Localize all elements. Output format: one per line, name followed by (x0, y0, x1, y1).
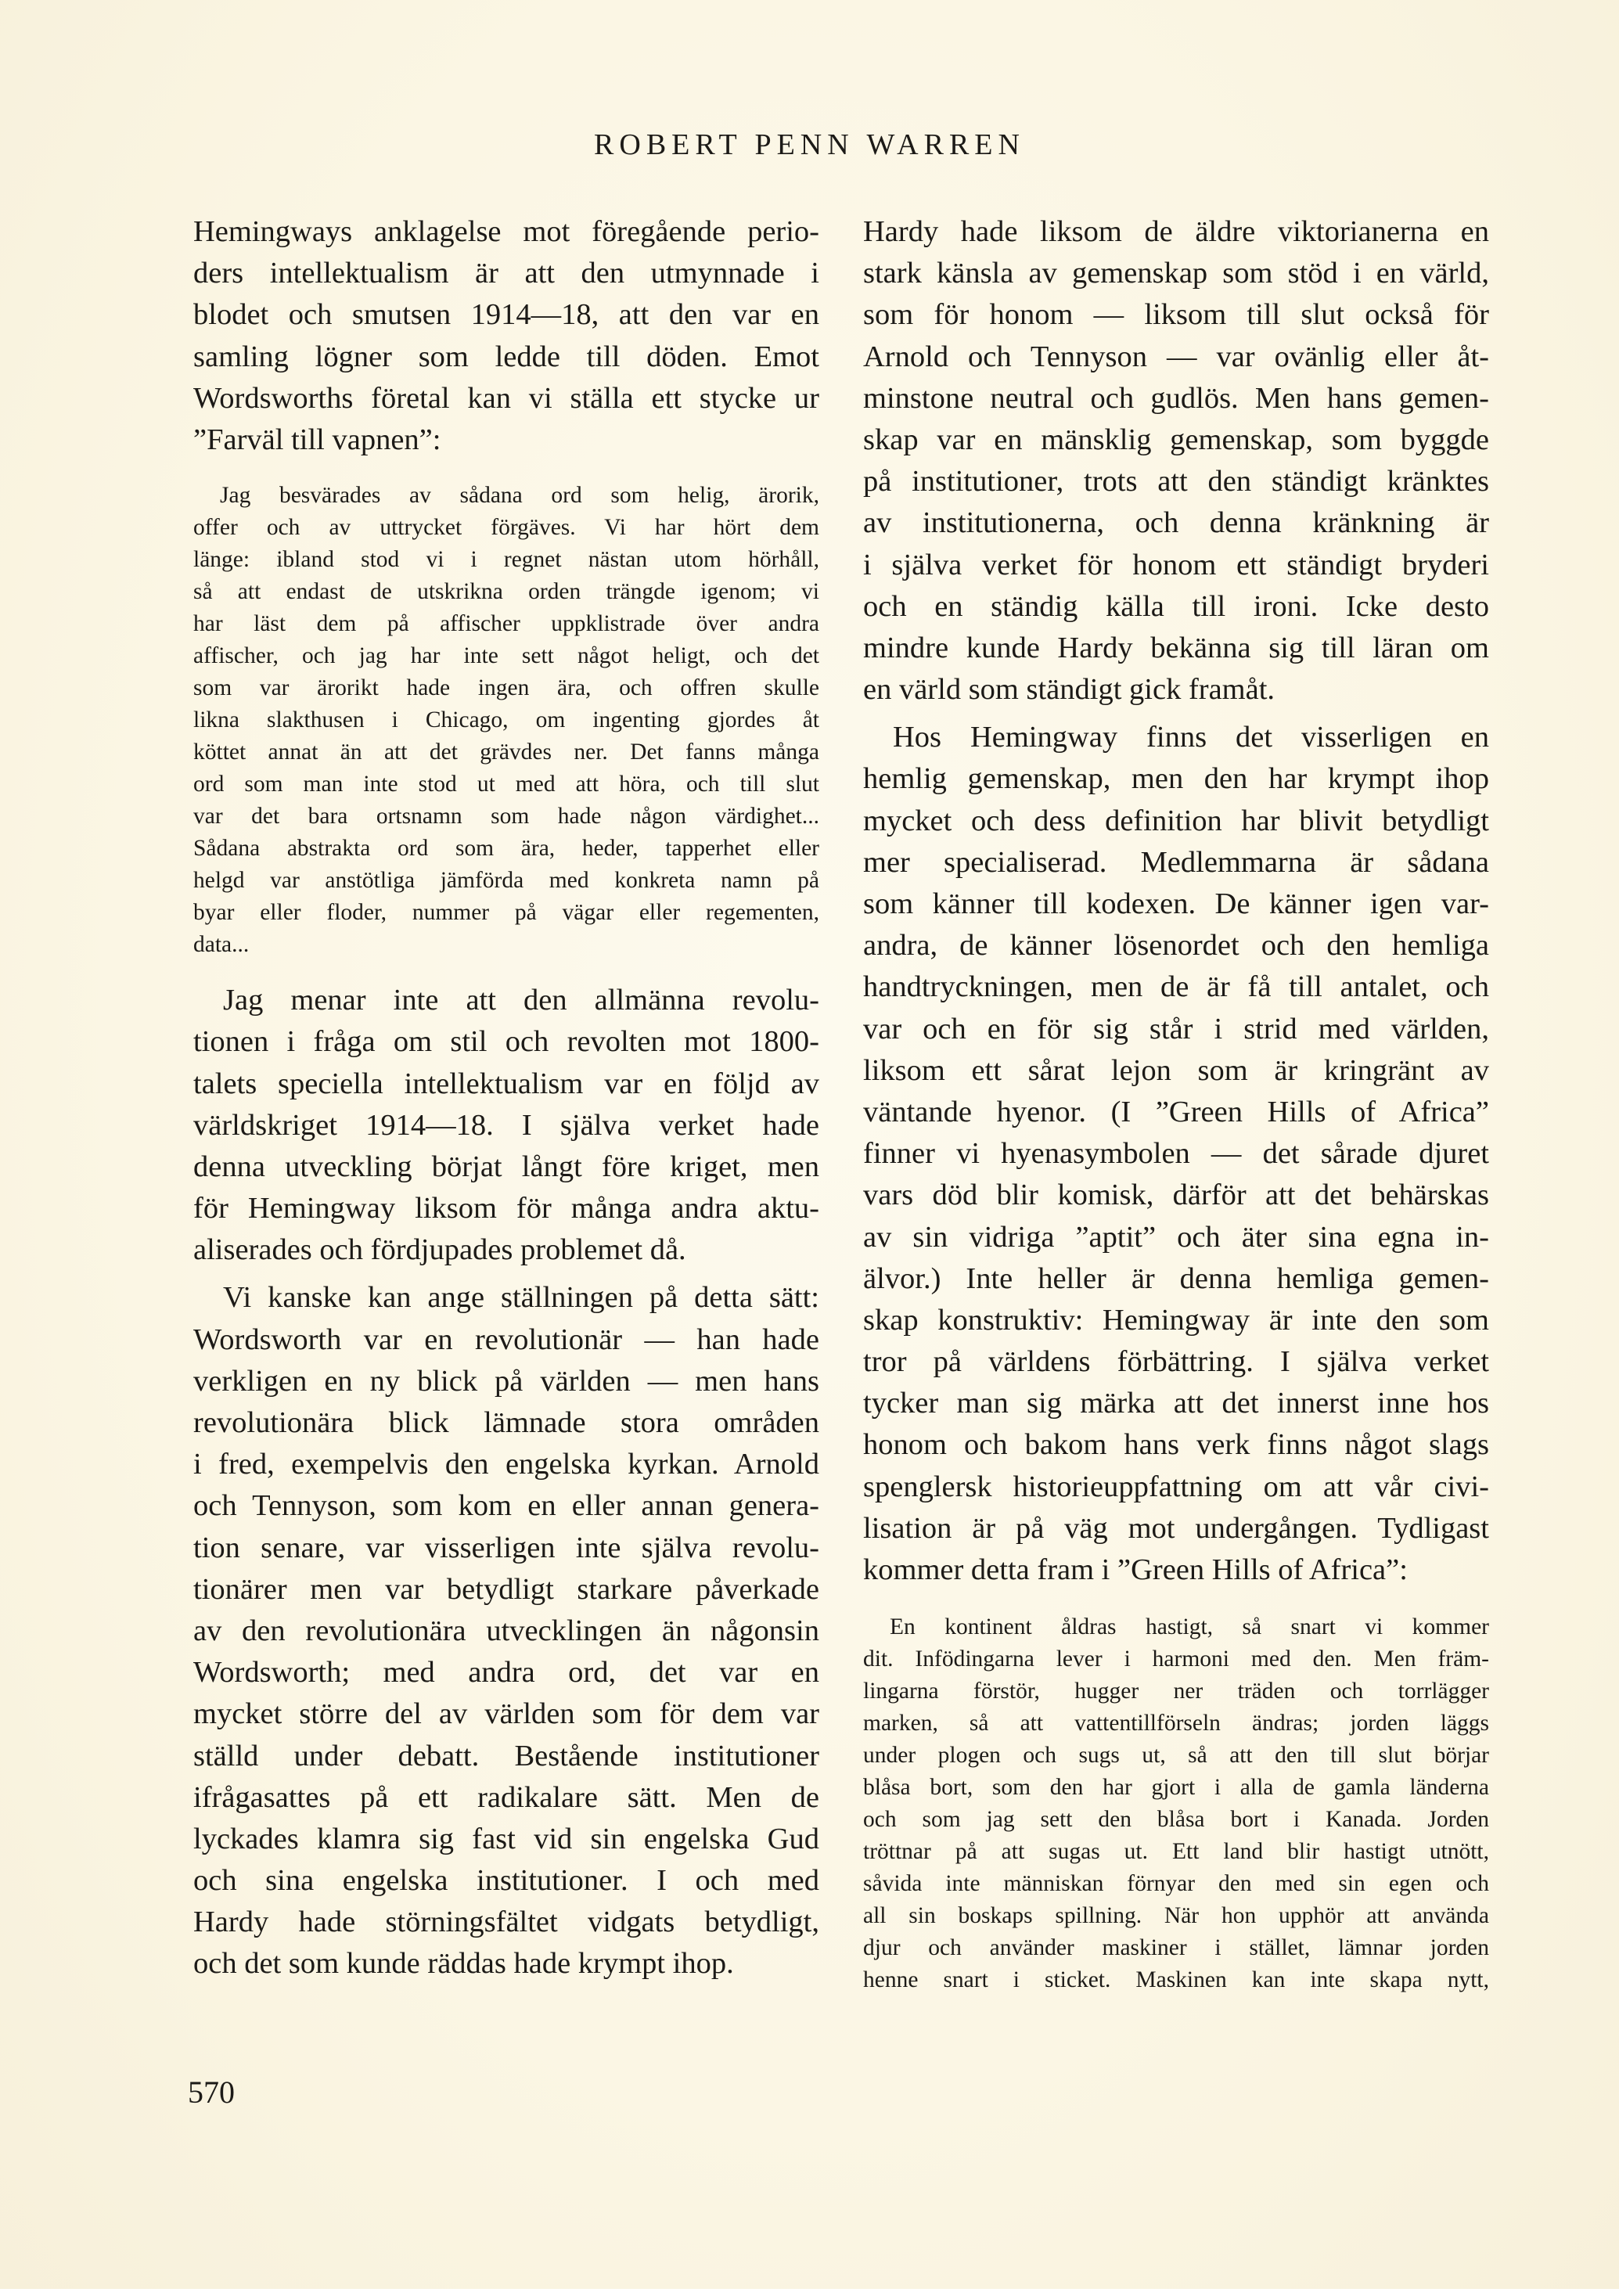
text-line: för Hemingway liksom för många andra aktu- (193, 1192, 819, 1225)
text-line: ord som man inte stod ut med att höra, och till slut (193, 772, 819, 797)
text-line: som känner till kodexen. De känner igen var- (863, 887, 1489, 920)
text-line: blåsa bort, som den har gjort i alla de gamla länderna (863, 1775, 1489, 1801)
text-line: lisation är på väg mot undergången. Tydligast (863, 1511, 1489, 1545)
text-line: och Tennyson, som kom en eller annan genera- (193, 1489, 819, 1523)
text-line: henne snart i sticket. Maskinen kan inte skapa nytt, (863, 1967, 1489, 1993)
left-column (193, 211, 819, 1985)
block-quote (863, 1611, 1489, 1996)
text-line: Vi kanske kan ange ställningen på detta sätt: (223, 1281, 819, 1315)
text-line: skap var en mänsklig gemenskap, som byggde (863, 423, 1489, 456)
text-line: såvida inte människan förnyar den med sin egen och (863, 1871, 1489, 1897)
text-line: stark känsla av gemenskap som stöd i en värld, (863, 257, 1489, 290)
text-line: Hemingways anklagelse mot föregående perio- (193, 215, 819, 248)
text-line: på institutioner, trots att den ständigt kränktes (863, 465, 1489, 498)
text-line: Wordsworths företal kan vi ställa ett stycke ur (193, 381, 819, 415)
text-line: som för honom — liksom till slut också för (863, 298, 1489, 332)
text-line: En kontinent åldras hastigt, så snart vi kommer (890, 1614, 1489, 1640)
text-line: finner vi hyenasymbolen — det sårade djuret (863, 1137, 1489, 1171)
text-line: älvor.) Inte heller är denna hemliga gemen- (863, 1261, 1489, 1295)
text-line: blodet och smutsen 1914—18, att den var en (193, 298, 819, 332)
text-line: Hardy hade liksom de äldre viktorianerna en (863, 215, 1489, 248)
block-quote (193, 480, 819, 961)
text-line: skap konstruktiv: Hemingway är inte den som (863, 1303, 1489, 1337)
paragraph (193, 211, 819, 461)
text-line: all sin boskaps spillning. När hon upphör att använda (863, 1903, 1489, 1929)
text-line: köttet annat än att det grävdes ner. Det fanns många (193, 740, 819, 765)
text-line: kommer detta fram i ”Green Hills of Africa”: (863, 1553, 1408, 1586)
text-line: djur och använder maskiner i stället, lämnar jorden (863, 1935, 1489, 1961)
text-line: Hardy hade störningsfältet vidgats betydligt, (193, 1906, 819, 1939)
paragraph (193, 980, 819, 1271)
text-line: Wordsworth var en revolutionär — han hade (193, 1323, 819, 1356)
text-line: tionen i fråga om stil och revolten mot 1800- (193, 1025, 819, 1059)
text-line: ”Farväl till vapnen”: (193, 423, 441, 456)
text-line: mer specialiserad. Medlemmarna är sådana (863, 845, 1489, 879)
text-line: honom och bakom hans verk finns något slags (863, 1428, 1489, 1462)
text-line: och som jag sett den blåsa bort i Kanada. Jorden (863, 1807, 1489, 1833)
text-line: data... (193, 932, 250, 958)
running-head: ROBERT PENN WARREN (594, 128, 1025, 161)
text-line: Arnold och Tennyson — var ovänlig eller åt- (863, 340, 1489, 373)
text-line: minstone neutral och gudlös. Men hans gemen- (863, 381, 1489, 415)
text-line: av den revolutionära utvecklingen än någonsin (193, 1614, 819, 1647)
text-line: och det som kunde räddas hade krympt ihop. (193, 1947, 734, 1981)
text-line: Jag besvärades av sådana ord som helig, ärorik, (220, 483, 819, 509)
text-line: affischer, och jag har inte sett något heligt, och det (193, 643, 819, 669)
text-line: Sådana abstrakta ord som ära, heder, tapperhet eller (193, 836, 819, 862)
text-line: andra, de känner lösenordet och den hemliga (863, 929, 1489, 963)
text-line: och sina engelska institutioner. I och med (193, 1864, 819, 1898)
text-line: tionärer men var betydligt starkare påverkade (193, 1572, 819, 1606)
text-line: ders intellektualism är att den utmynnade i (193, 257, 819, 290)
text-line: världskriget 1914—18. I själva verket hade (193, 1108, 819, 1142)
text-line: lingarna förstör, hugger ner träden och torrlägger (863, 1679, 1489, 1704)
text-line: denna utveckling börjat långt före kriget, men (193, 1150, 819, 1183)
text-line: av sin vidriga ”aptit” och äter sina egna in- (863, 1220, 1489, 1254)
text-line: aliserades och fördjupades problemet då. (193, 1233, 686, 1267)
text-line: tröttnar på att sugas ut. Ett land blir hastigt utnött, (863, 1839, 1489, 1865)
text-line: har läst dem på affischer uppklistrade över andra (193, 611, 819, 637)
paragraph-gap (193, 1271, 819, 1277)
text-line: så att endast de utskrikna orden trängde igenom; vi (193, 579, 819, 605)
text-line: väntande hyenor. (I ”Green Hills of Africa” (863, 1095, 1489, 1128)
paragraph (863, 717, 1489, 1591)
text-line: tycker man sig märka att det innerst inne hos (863, 1387, 1489, 1420)
text-line: var det bara ortsnamn som hade någon värdighet... (193, 804, 819, 830)
text-line: och en ständig källa till ironi. Icke desto (863, 589, 1489, 623)
text-line: tror på världens förbättring. I själva verket (863, 1345, 1489, 1379)
text-line: likna slakthusen i Chicago, om ingenting gjordes åt (193, 707, 819, 733)
text-line: revolutionära blick lämnade stora områden (193, 1406, 819, 1439)
text-line: liksom ett sårat lejon som är kringränt av (863, 1053, 1489, 1087)
scan-edge (0, 2289, 1619, 2296)
text-line: hemlig gemenskap, men den har krympt ihop (863, 762, 1489, 796)
right-column (863, 211, 1489, 1996)
text-line: en värld som ständigt gick framåt. (863, 673, 1275, 707)
paragraph (193, 1277, 819, 1985)
text-line: Jag menar inte att den allmänna revolu- (223, 984, 819, 1017)
text-line: verkligen en ny blick på världen — men hans (193, 1364, 819, 1398)
page-number: 570 (188, 2075, 235, 2110)
text-line: marken, så att vattentillförseln ändras; jorden läggs (863, 1711, 1489, 1736)
text-line: i själva verket för honom ett ständigt bryderi (863, 548, 1489, 581)
text-line: som var ärorikt hade ingen ära, och offren skulle (193, 675, 819, 701)
text-line: länge: ibland stod vi i regnet nästan utom hörhåll, (193, 547, 819, 573)
text-line: handtryckningen, men de är få till antalet, och (863, 970, 1489, 1004)
text-line: under plogen och sugs ut, så att den till slut börjar (863, 1743, 1489, 1769)
text-line: dit. Infödingarna lever i harmoni med den. Men främ- (863, 1646, 1489, 1672)
text-line: tion senare, var visserligen inte själva revolu- (193, 1531, 819, 1564)
text-line: ställd under debatt. Bestående institutioner (193, 1739, 819, 1772)
text-line: Hos Hemingway finns det visserligen en (893, 721, 1489, 754)
paragraph-gap (863, 711, 1489, 717)
text-line: byar eller floder, nummer på vägar eller regementen, (193, 900, 819, 926)
text-line: spenglersk historieuppfattning om att vår civi- (863, 1470, 1489, 1503)
paragraph (863, 211, 1489, 711)
text-line: offer och av uttrycket förgäves. Vi har hört dem (193, 515, 819, 541)
text-line: mindre kunde Hardy bekänna sig till läran om (863, 631, 1489, 664)
text-line: vars död blir komisk, därför att det behärskas (863, 1179, 1489, 1212)
text-line: helgd var anstötliga jämförda med konkreta namn på (193, 868, 819, 894)
text-line: ifrågasattes på ett radikalare sätt. Men de (193, 1780, 819, 1814)
text-line: lyckades klamra sig fast vid sin engelska Gud (193, 1822, 819, 1855)
text-line: samling lögner som ledde till döden. Emot (193, 340, 819, 373)
text-line: av institutionerna, och denna kränkning är (863, 506, 1489, 540)
text-line: i fred, exempelvis den engelska kyrkan. Arnold (193, 1448, 819, 1481)
text-line: talets speciella intellektualism var en följd av (193, 1067, 819, 1100)
text-line: Wordsworth; med andra ord, det var en (193, 1656, 819, 1690)
text-line: var och en för sig står i strid med världen, (863, 1012, 1489, 1045)
text-line: mycket större del av världen som för dem var (193, 1697, 819, 1731)
text-line: mycket och dess definition har blivit betydligt (863, 804, 1489, 837)
